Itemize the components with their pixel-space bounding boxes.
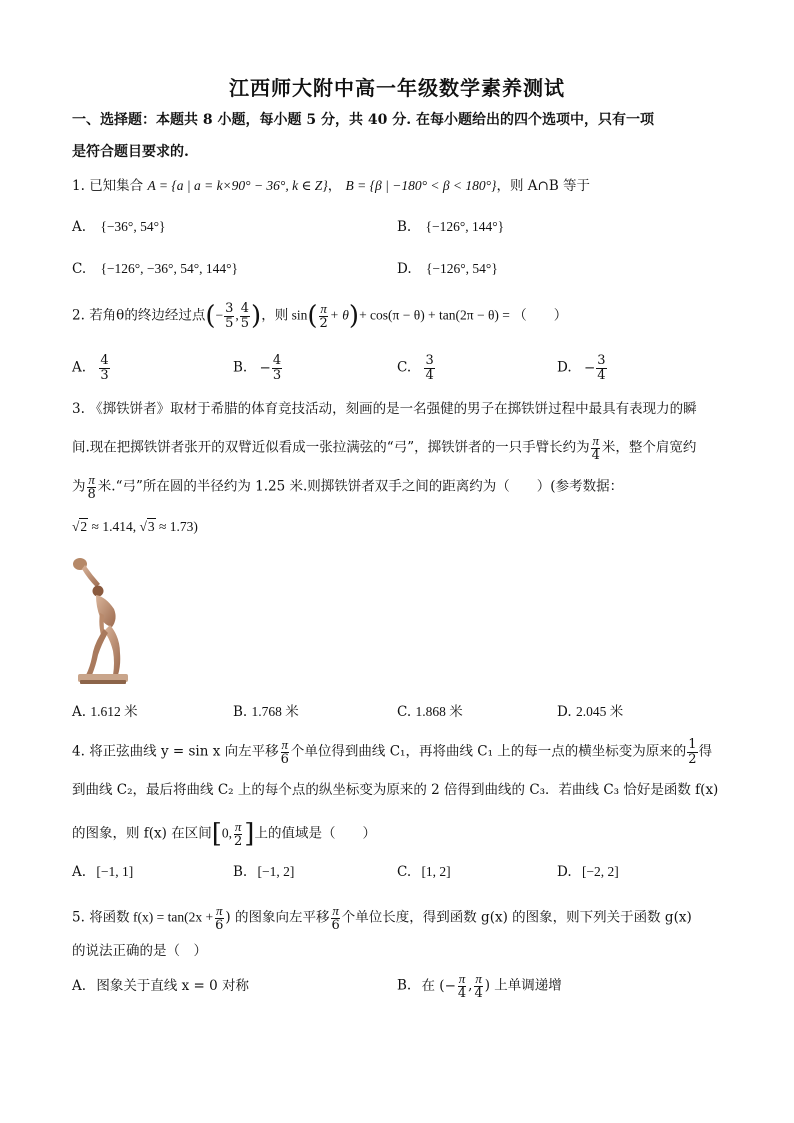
option-text: 2.045 米 [575, 704, 624, 719]
question-text: 为 [72, 478, 86, 495]
option-text: 在 (− [421, 977, 456, 994]
option-label: D. [557, 864, 572, 880]
q3-option-d [557, 704, 623, 720]
pi-over-2-fraction: $\frac{\pi}{2}$ [319, 301, 328, 331]
question-5-line1 [72, 904, 692, 932]
reference-value: ≈ 1.73) [159, 519, 198, 534]
comma: ， [327, 178, 342, 194]
option-text: 1.768 米 [251, 704, 299, 719]
set-a-expression: A = {a | a = k×90° − 36°, k ∈ Z} [147, 178, 328, 193]
arm-length-fraction: $\frac{\pi}{4}$ [591, 433, 600, 463]
question-number: 3. [72, 401, 85, 417]
option-text: 1.868 米 [415, 704, 463, 719]
question-text: 已知集合 [89, 178, 144, 194]
question-text: 若角θ的终边经过点 [89, 307, 206, 324]
question-text: ) 的图象向左平移 [225, 909, 330, 926]
option-label: A. [72, 359, 87, 376]
discobolus-statue-image [70, 553, 140, 688]
option-label: B. [397, 977, 412, 994]
q4-option-a [72, 864, 133, 880]
question-text: 得 [698, 743, 713, 760]
question-text: 将正弦曲线 y = sin x 向左平移 [89, 743, 279, 760]
question-1-stem [72, 178, 590, 194]
question-text: 将函数 f(x) = tan(2x + [89, 909, 214, 925]
sqrt-2: √2 [72, 519, 88, 534]
option-fraction: $\frac{4}{3}$ [100, 353, 109, 383]
point-y-fraction: $\frac{4}{5}$ [240, 301, 250, 331]
option-label: C. [72, 261, 87, 277]
q2-option-c [397, 354, 436, 382]
q4-option-b [233, 864, 294, 880]
question-number: 4. [72, 743, 85, 760]
q1-option-a [72, 219, 165, 235]
paren-right: ) [251, 301, 262, 332]
option-label: C. [397, 864, 412, 880]
q3-option-a [72, 704, 138, 720]
question-number: 5. [72, 909, 85, 926]
option-label: B. [233, 359, 248, 376]
q5-option-b [397, 972, 562, 1000]
question-text: 个单位长度，得到函数 g(x) 的图象，则下列关于函数 g(x) [341, 909, 692, 926]
page-title: 江西师大附中高一年级数学素养测试 [229, 76, 565, 100]
question-text: 上的值域是（ ） [254, 825, 376, 842]
section-heading-line2: 是符合题目要求的. [72, 144, 189, 160]
option-text: {−126°, 54°} [425, 261, 498, 276]
q2-option-b [233, 354, 283, 382]
option-sign: − [259, 359, 271, 376]
option-label: B. [233, 704, 248, 720]
option-sign: − [583, 359, 596, 376]
option-label: C. [397, 359, 412, 376]
question-3-line3 [72, 473, 623, 501]
expression: ，则 sin [261, 307, 308, 323]
question-5-line2: 的说法正确的是（ ） [72, 943, 207, 959]
option-fraction: $\frac{\pi}{4}$ [457, 971, 467, 1001]
shoulder-width-fraction: $\frac{\pi}{8}$ [87, 472, 96, 502]
question-text: 米，整个肩宽约 [601, 439, 697, 456]
section-heading-line1: 一、选择题：本题共 8 小题，每小题 5 分，共 40 分. 在每小题给出的四个选项中，只有一项 [72, 112, 654, 128]
option-label: C. [397, 704, 412, 720]
q3-option-c [397, 704, 463, 720]
option-text: 1.612 米 [90, 704, 138, 719]
q1-option-c [72, 261, 238, 277]
question-text: ，则 A∩B 等于 [496, 178, 591, 194]
option-text: [−1, 2] [257, 864, 295, 879]
option-text: [−2, 2] [581, 864, 619, 879]
question-3-line2 [72, 434, 696, 462]
q2-option-a [72, 354, 111, 382]
q1-option-b [397, 219, 504, 235]
question-4-line3: 的图象，则 f(x) 在区间[0, $\frac{\pi}{2}$ ]上的值域是（ ） [72, 819, 376, 850]
q4-option-c [397, 864, 451, 880]
interval-fraction: $\frac{\pi}{2}$ [234, 819, 243, 849]
question-4-line2: 到曲线 C₂，最后将曲线 C₂ 上的每个点的纵坐标变为原来的 2 倍得到曲线的 C₃．若曲线 C₃ 恰好是函数 f(x) [72, 782, 719, 798]
shift-fraction: $\frac{\pi}{6}$ [331, 903, 340, 933]
option-fraction: $\frac{4}{3}$ [272, 353, 282, 383]
option-text: {−36°, 54°} [100, 219, 166, 234]
option-label: B. [397, 219, 412, 235]
option-label: D. [557, 359, 572, 376]
option-text: , [468, 977, 473, 994]
question-text: 间.现在把掷铁饼者张开的双臂近似看成一张拉满弦的“弓”，掷铁饼者的一只手臂长约为 [72, 439, 590, 456]
option-text: [1, 2] [421, 864, 451, 879]
question-text: 个单位得到曲线 C₁，再将曲线 C₁ 上的每一点的横坐标变为原来的 [290, 743, 687, 760]
question-number: 1. [72, 178, 85, 194]
question-3-reference-data [72, 519, 198, 535]
point-x-fraction: $\frac{3}{5}$ [225, 301, 234, 331]
option-label: A. [72, 704, 87, 720]
set-b-expression: B = {β | −180° < β < 180°} [345, 178, 497, 193]
question-text: 《掷铁饼者》取材于希腊的体育竞技活动，刻画的是一名强健的男子在掷铁饼过程中最具有表现力的瞬 [89, 401, 697, 417]
question-2-stem: 2. 若角θ的终边经过点(− $\frac{3}{5}$ , $\frac{4}{5}$ )，则 sin( $\frac{\pi}{2}$ + θ)+ cos(π − θ) + tan(2π − θ) = （ ） [72, 301, 568, 332]
q3-option-b [233, 704, 299, 720]
interval-left: 0, [221, 825, 233, 841]
shift-fraction: $\frac{\pi}{6}$ [280, 737, 289, 767]
q4-option-d [557, 864, 619, 880]
expression: + cos(π − θ) + tan(2π − θ) = （ ） [359, 307, 568, 323]
option-label: D. [397, 261, 412, 277]
q2-option-d [557, 354, 608, 382]
f-phase-fraction: $\frac{\pi}{6}$ [215, 903, 224, 933]
option-text: {−126°, 144°} [425, 219, 505, 234]
option-label: A. [72, 219, 87, 235]
option-label: A. [72, 864, 87, 880]
sqrt-3: √3 [139, 519, 155, 534]
paren-left: ( [205, 301, 216, 332]
option-fraction: $\frac{3}{4}$ [425, 353, 434, 383]
q5-option-a [72, 978, 249, 994]
reference-value: ≈ 1.414, [91, 519, 137, 534]
question-4-line1 [72, 738, 712, 766]
option-fraction: $\frac{\pi}{4}$ [474, 971, 483, 1001]
scale-fraction: $\frac{1}{2}$ [688, 737, 697, 767]
option-label: A. [72, 978, 87, 994]
option-text: ) 上单调递增 [484, 977, 562, 994]
q1-option-d [397, 261, 498, 277]
option-fraction: $\frac{3}{4}$ [597, 353, 606, 383]
option-text: 图象关于直线 x = 0 对称 [96, 978, 250, 994]
question-number: 2. [72, 307, 85, 324]
option-label: B. [233, 864, 248, 880]
option-text: {−126°, −36°, 54°, 144°} [100, 261, 238, 276]
question-3-line1 [72, 401, 697, 417]
option-text: [−1, 1] [96, 864, 134, 879]
question-text: 米.“弓”所在圆的半径约为 1.25 米.则掷铁饼者双手之间的距离约为（ ）(参考数据： [97, 478, 624, 495]
question-text: 的图象，则 f(x) 在区间 [72, 825, 212, 842]
expression: + θ [329, 307, 349, 323]
option-label: D. [557, 704, 572, 720]
